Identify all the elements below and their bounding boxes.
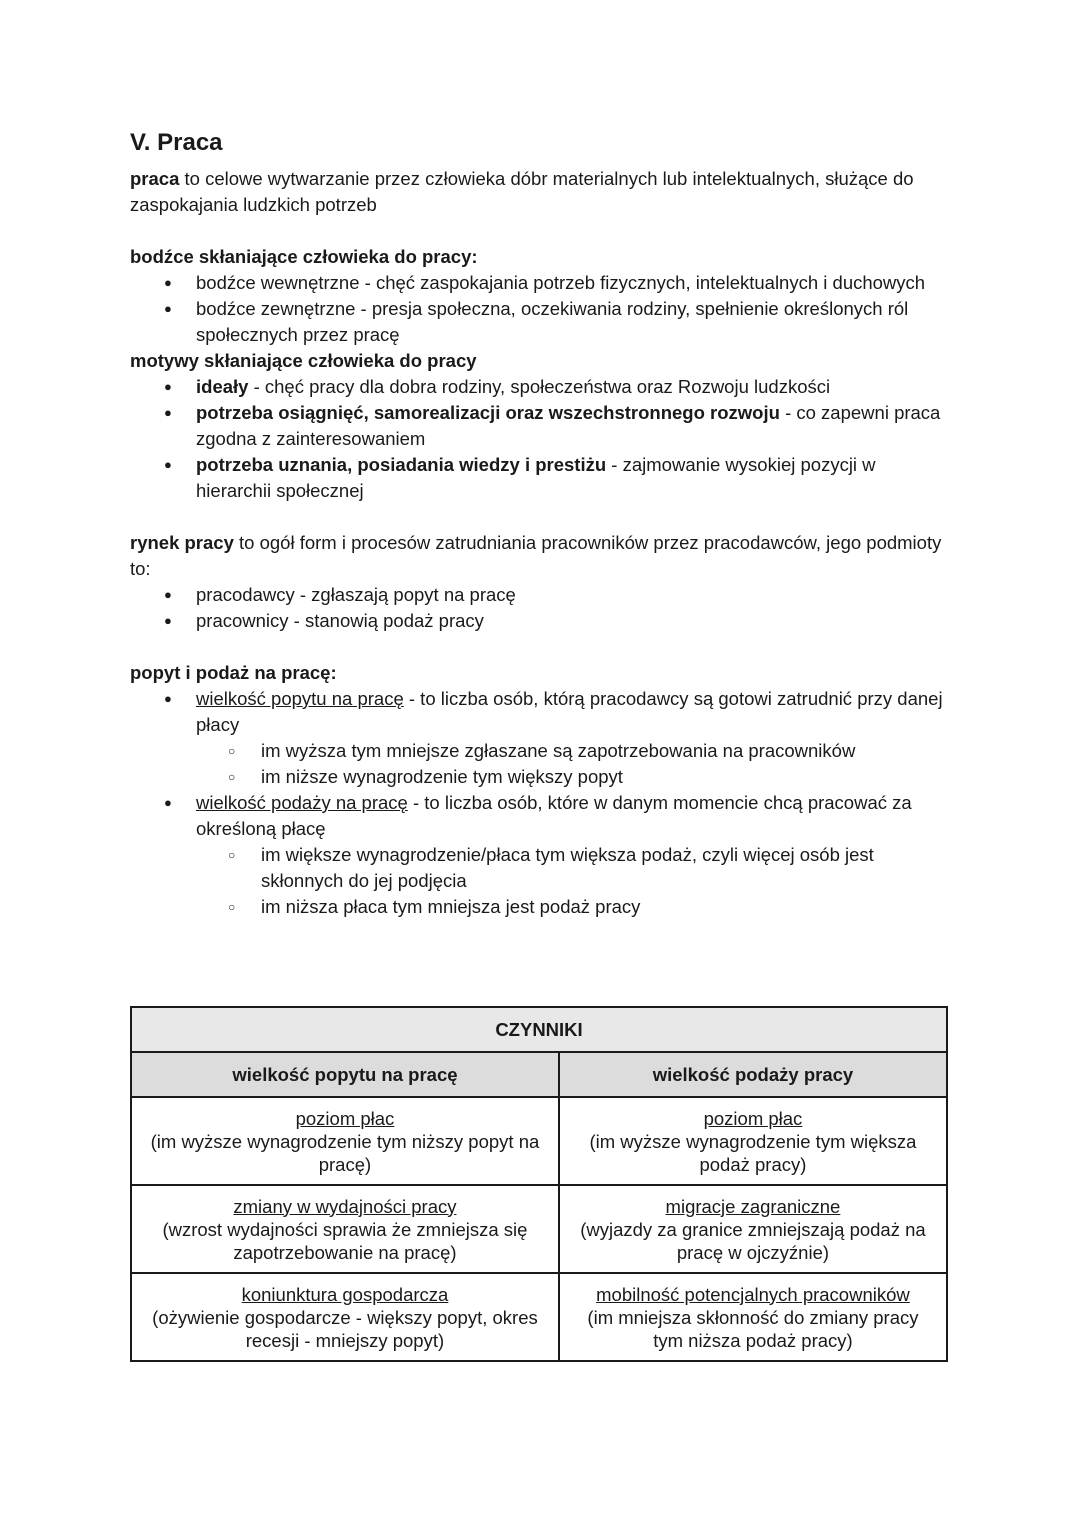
intro-term: praca xyxy=(130,168,180,189)
table-row xyxy=(131,1097,947,1185)
stimuli-heading: bodźce skłaniające człowieka do pracy: xyxy=(130,246,478,267)
list-item: ● pracownicy - stanowią podaż pracy xyxy=(130,608,950,634)
table-cell: poziom płac (im wyższe wynagrodzenie tym niższy popyt na pracę) xyxy=(131,1097,559,1185)
supply-demand-list xyxy=(130,686,950,920)
list-item: ● ideały - chęć pracy dla dobra rodziny, społeczeństwa oraz Rozwoju ludzkości xyxy=(130,374,950,400)
list-item: ● bodźce wewnętrzne - chęć zaspokajania potrzeb fizycznych, intelektualnych i duchowych xyxy=(130,270,950,296)
list-item: ● wielkość podaży na pracę - to liczba osób, które w danym momencie chcą pracować za określoną płacę ○ im większe wynagrodzenie/płaca tym większa podaż, czyli więcej osób jest skłonnych do jej podjęcia ○ im niższa płaca tym mniejsza jest podaż pracy xyxy=(130,790,950,920)
table-header-supply: wielkość podaży pracy xyxy=(559,1052,947,1097)
list-item: ● pracodawcy - zgłaszają popyt na pracę xyxy=(130,582,950,608)
table-title: CZYNNIKI xyxy=(131,1007,947,1052)
market-paragraph: rynek pracy to ogół form i procesów zatrudniania pracowników przez pracodawców, jego podmioty to: xyxy=(130,532,942,579)
list-item: ● potrzeba uznania, posiadania wiedzy i prestiżu - zajmowanie wysokiej pozycji w hierarchii społecznej xyxy=(130,452,950,504)
market-term: rynek pracy xyxy=(130,532,234,553)
table-cell: koniunktura gospodarcza (ożywienie gospodarcze - większy popyt, okres recesji - mniejszy popyt) xyxy=(131,1273,559,1361)
intro-paragraph xyxy=(130,166,950,218)
table-cell: mobilność potencjalnych pracowników (im mniejsza skłonność do zmiany pracy tym niższa podaż pracy) xyxy=(559,1273,947,1361)
stimuli-list xyxy=(130,270,950,348)
document-page xyxy=(130,126,950,920)
table-cell: poziom płac (im wyższe wynagrodzenie tym większa podaż pracy) xyxy=(559,1097,947,1185)
market-list xyxy=(130,582,950,634)
sub-list-item: ○ im niższe wynagrodzenie tym większy popyt xyxy=(130,764,950,790)
sub-list xyxy=(196,842,950,920)
list-item: ● wielkość popytu na pracę - to liczba osób, którą pracodawcy są gotowi zatrudnić przy danej płacy ○ im wyższa tym mniejsze zgłaszane są zapotrzebowania na pracowników ○ im niższe wynagrodzenie tym większy popyt xyxy=(130,686,950,790)
table-row xyxy=(131,1273,947,1361)
table-cell: zmiany w wydajności pracy (wzrost wydajności sprawia że zmniejsza się zapotrzebowanie na pracę) xyxy=(131,1185,559,1273)
sub-list xyxy=(196,738,950,790)
list-item: ● bodźce zewnętrzne - presja społeczna, oczekiwania rodziny, spełnienie określonych ról społecznych przez pracę xyxy=(130,296,950,348)
intro-text: to celowe wytwarzanie przez człowieka dóbr materialnych lub intelektualnych, służące do zaspokajania ludzkich potrzeb xyxy=(130,168,914,215)
factors-table xyxy=(130,1006,948,1362)
sub-list-item: ○ im większe wynagrodzenie/płaca tym większa podaż, czyli więcej osób jest skłonnych do jej podjęcia xyxy=(130,842,950,894)
page-title: V. Praca xyxy=(130,129,223,156)
table-row xyxy=(131,1185,947,1273)
motives-list xyxy=(130,374,950,504)
supply-demand-heading: popyt i podaż na pracę: xyxy=(130,662,337,683)
table-cell: migracje zagraniczne (wyjazdy za granice zmniejszają podaż na pracę w ojczyźnie) xyxy=(559,1185,947,1273)
sub-list-item: ○ im niższa płaca tym mniejsza jest podaż pracy xyxy=(130,894,950,920)
sub-list-item: ○ im wyższa tym mniejsze zgłaszane są zapotrzebowania na pracowników xyxy=(130,738,950,764)
list-item: ● potrzeba osiągnięć, samorealizacji oraz wszechstronnego rozwoju - co zapewni praca zgodna z zainteresowaniem xyxy=(130,400,950,452)
table-header-demand: wielkość popytu na pracę xyxy=(131,1052,559,1097)
motives-heading: motywy skłaniające człowieka do pracy xyxy=(130,350,477,371)
